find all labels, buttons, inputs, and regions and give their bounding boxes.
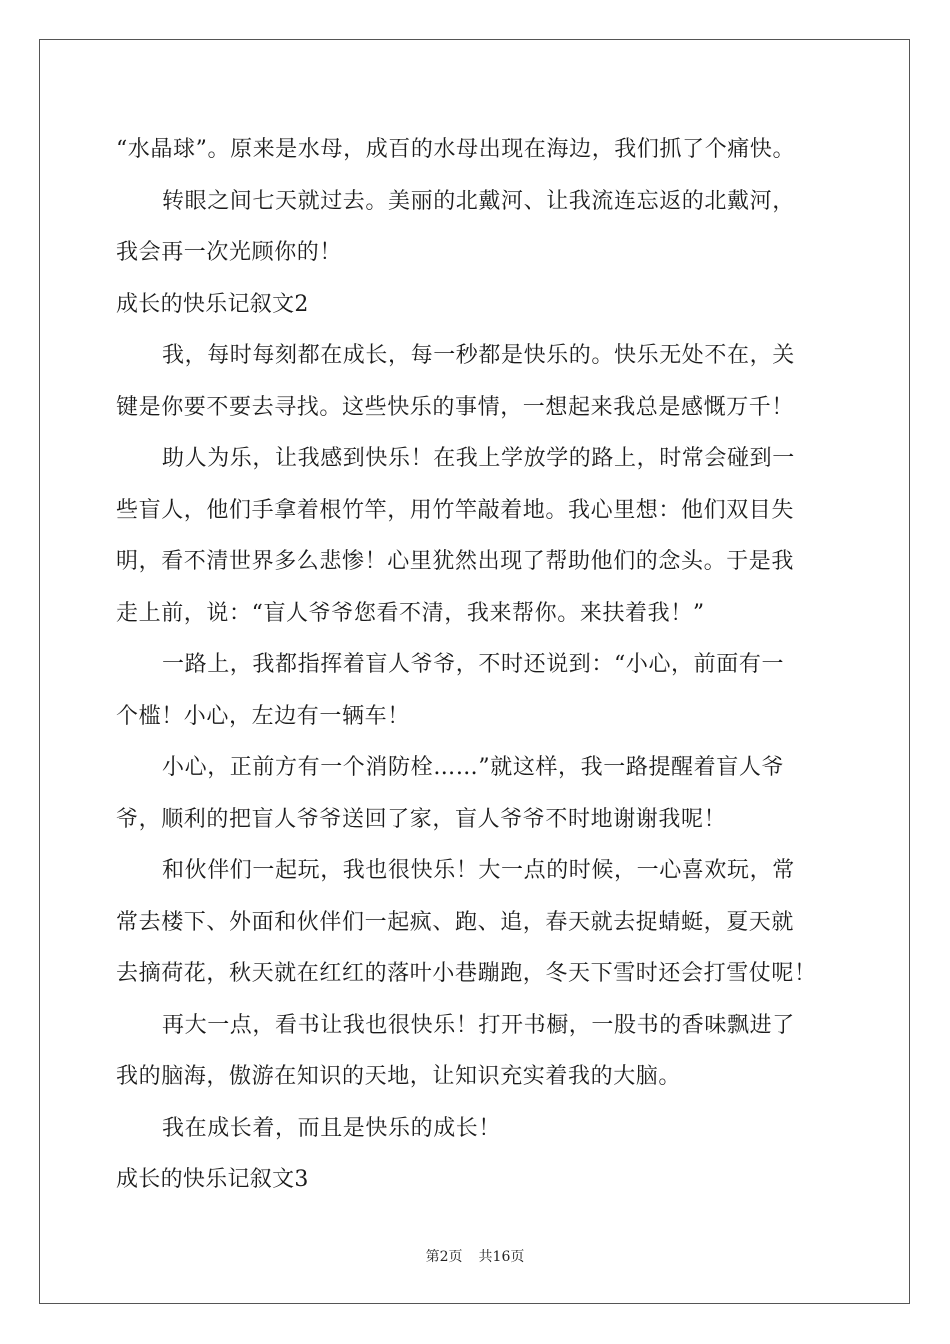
text-line: “水晶球”。原来是水母，成百的水母出现在海边，我们抓了个痛快。 [116, 137, 796, 162]
page-total: 共16页 [478, 1249, 525, 1265]
text-line: 常去楼下、外面和伙伴们一起疯、跑、追，春天就去捉蜻蜓，夏天就 [116, 909, 795, 935]
text-line: 我在成长着，而且是快乐的成长！ [162, 1115, 502, 1141]
text-line: 走上前，说：“盲人爷爷您看不清，我来帮你。来扶着我！” [116, 600, 705, 626]
page-number: 第2页 [425, 1249, 463, 1265]
text-line: 我的脑海，傲游在知识的天地，让知识充实着我的大脑。 [116, 1064, 682, 1089]
page-footer [0, 1248, 950, 1266]
text-line: 小心，正前方有一个消防栓……”就这样，我一路提醒着盲人爷 [162, 755, 785, 780]
text-line: 爷，顺利的把盲人爷爷送回了家，盲人爷爷不时地谢谢我呢！ [116, 806, 727, 832]
text-line: 助人为乐，让我感到快乐！在我上学放学的路上，时常会碰到一 [162, 446, 795, 471]
text-line: 键是你要不要去寻找。这些快乐的事情，一想起来我总是感慨万千！ [116, 394, 795, 420]
text-line: 明，看不清世界多么悲惨！心里犹然出现了帮助他们的念头。于是我 [116, 549, 795, 574]
text-line: 我会再一次光顾你的！ [116, 240, 343, 265]
text-line: 我，每时每刻都在成长，每一秒都是快乐的。快乐无处不在，关 [162, 343, 795, 368]
section-heading: 成长的快乐记叙文2 [116, 291, 309, 317]
text-line: 个槛！小心，左边有一辆车！ [116, 703, 410, 729]
text-line: 些盲人，他们手拿着根竹竿，用竹竿敲着地。我心里想：他们双目失 [116, 497, 795, 523]
text-line: 再大一点，看书让我也很快乐！打开书橱，一股书的香味飘进了 [162, 1012, 795, 1038]
document-body [116, 124, 856, 1206]
section-heading: 成长的快乐记叙文3 [116, 1167, 309, 1192]
text-line: 一路上，我都指挥着盲人爷爷，不时还说到：“小心，前面有一 [162, 652, 785, 677]
text-line: 去摘荷花，秋天就在红红的落叶小巷蹦跑，冬天下雪时还会打雪仗呢！ [116, 961, 817, 986]
text-line: 转眼之间七天就过去。美丽的北戴河、让我流连忘返的北戴河， [162, 188, 795, 214]
text-line: 和伙伴们一起玩，我也很快乐！大一点的时候，一心喜欢玩，常 [162, 858, 795, 883]
